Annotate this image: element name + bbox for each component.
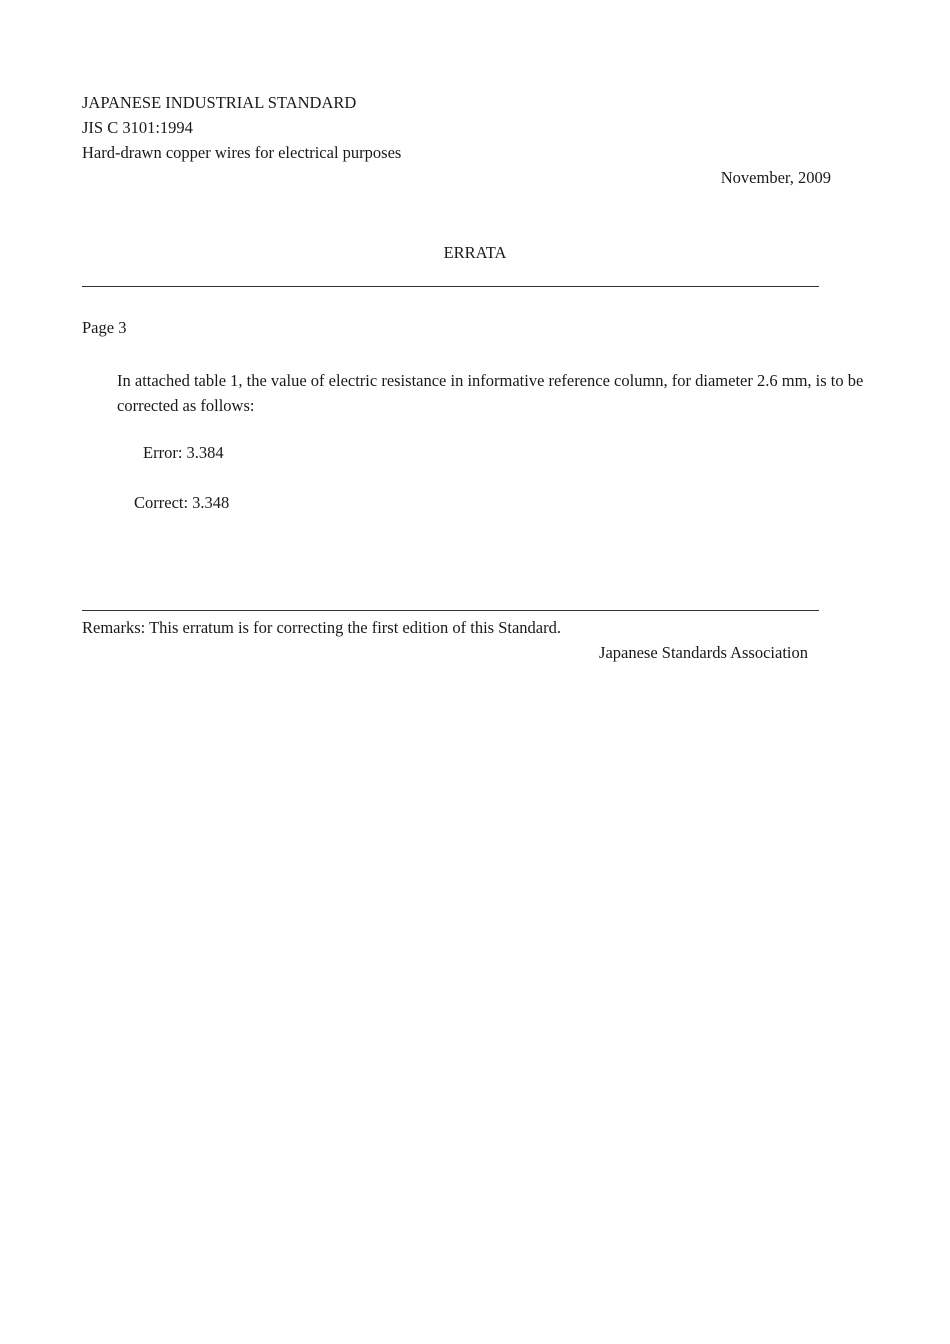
issue-date: November, 2009 <box>720 168 831 187</box>
publisher: Japanese Standards Association <box>599 643 808 662</box>
correct-value: Correct: 3.348 <box>134 493 230 512</box>
errata-title: ERRATA <box>443 243 507 262</box>
standard-number: JIS C 3101:1994 <box>82 118 193 137</box>
error-value: Error: 3.384 <box>143 443 224 462</box>
remarks: Remarks: This erratum is for correcting the first edition of this Standard. <box>82 618 561 637</box>
page-reference: Page 3 <box>82 318 127 337</box>
top-divider <box>82 286 819 287</box>
errata-description: In attached table 1, the value of electric resistance in informative reference column, for diameter 2.6 mm, is to be corrected as follows: <box>117 371 864 415</box>
org-line: JAPANESE INDUSTRIAL STANDARD <box>82 93 357 112</box>
bottom-divider <box>82 610 819 611</box>
standard-title: Hard-drawn copper wires for electrical purposes <box>82 143 402 162</box>
